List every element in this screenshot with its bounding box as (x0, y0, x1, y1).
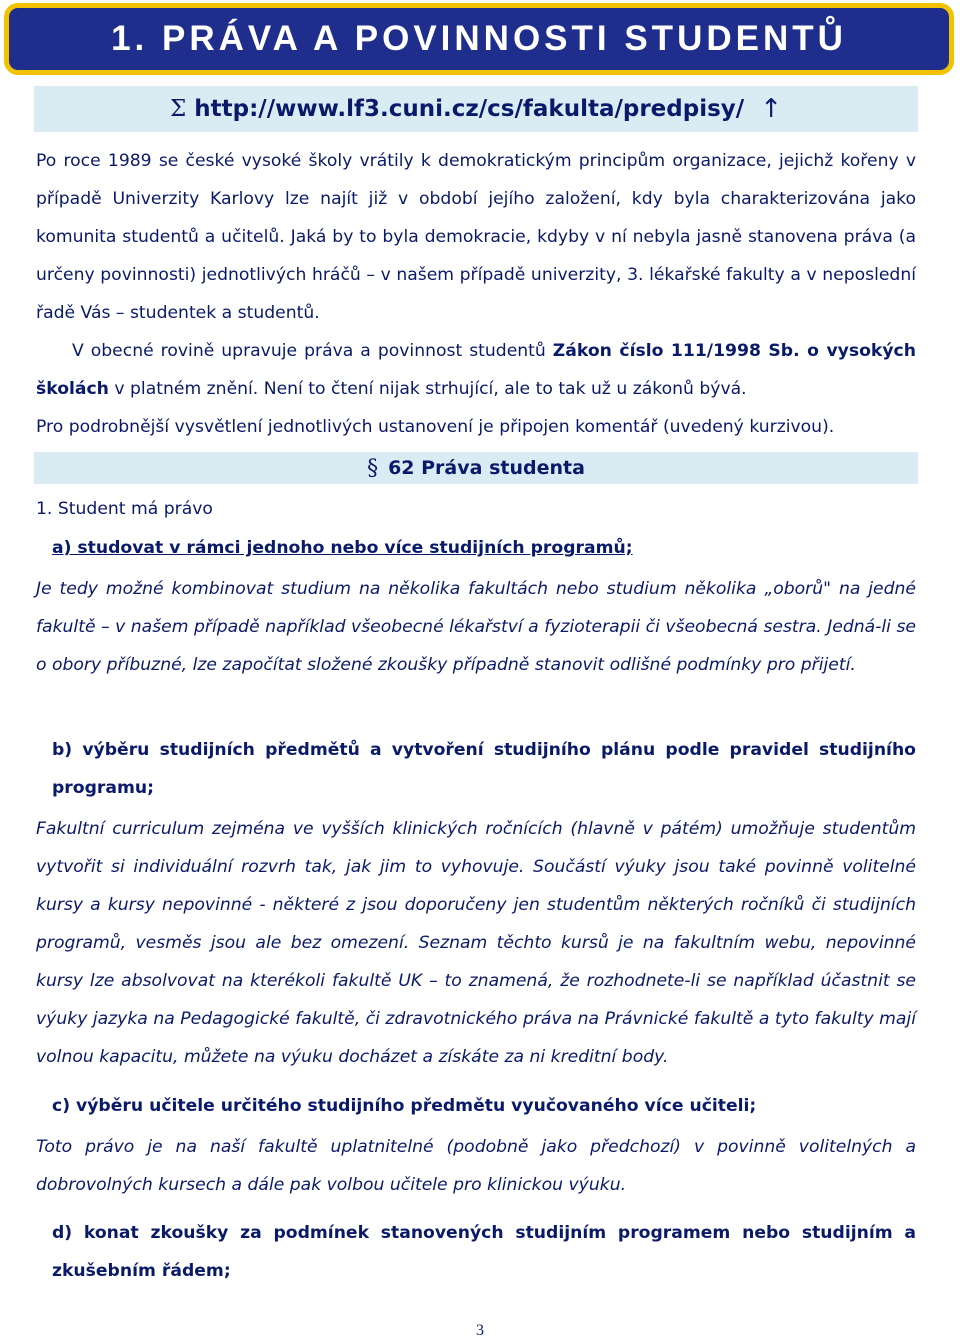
right-d-heading: d) konat zkoušky za podmínek stanovených studijním programem nebo studijním a zkušebním řádem; (52, 1223, 916, 1281)
regulations-link[interactable]: http://www.lf3.cuni.cz/cs/fakulta/predpisy/ (194, 96, 745, 122)
up-arrow-icon[interactable]: ↑ (760, 94, 782, 124)
section-heading (34, 452, 918, 484)
chapter-title: 1. PRÁVA A POVINNOSTI STUDENTŮ (111, 19, 847, 58)
law-prefix: V obecné rovině upravuje práva a povinnost studentů (72, 341, 553, 361)
intro-paragraph: Po roce 1989 se české vysoké školy vrátily k demokratickým principům organizace, jejichž kořeny v případě Univerzity Karlovy lze najít již v období jejího založení, kdy byla charakterizována jako komunita studentů a učitelů. Jaká by to byla demokracie, kdyby v ní nebyla jasně stanovena práva (a určeny povinnosti) jednotlivých hráčů – v našem případě univerzity, 3. lékařské fakulty a v neposlední řadě Vás – studentek a studentů. (36, 151, 916, 323)
right-b-heading (52, 731, 916, 807)
sigma-icon: Σ (170, 96, 187, 122)
chapter-banner (4, 3, 954, 75)
law-suffix: v platném znění. Není to čtení nijak strhující, ale to tak už u zákonů bývá. (108, 379, 747, 399)
section-title: 62 Práva studenta (388, 457, 585, 479)
section-symbol: § (367, 455, 379, 481)
url-bar (34, 86, 918, 132)
rights-intro: 1. Student má právo (36, 499, 213, 519)
commentary-note: Pro podrobnější vysvětlení jednotlivých ustanovení je připojen komentář (uvedený kurzivou). (36, 417, 835, 437)
law-name: Zákon číslo 111/1998 Sb. o vysokých školách (36, 341, 916, 399)
right-b-heading-text: b) výběru studijních předmětů a vytvoření studijního plánu podle pravidel studijního programu; (52, 740, 916, 798)
right-c-heading: c) výběru učitele určitého studijního předmětu vyučovaného více učiteli; (52, 1096, 757, 1116)
right-c-comment: Toto právo je na naší fakultě uplatnitelné (podobně jako předchozí) v povinně volitelných a dobrovolných kursech a dále pak volbou učitele pro klinickou výuku. (36, 1137, 916, 1195)
right-b-comment: Fakultní curriculum zejména ve vyšších klinických ročnících (hlavně v pátém) umožňuje studentům vytvořit si individuální rozvrh tak, jak jim to vyhovuje. Součástí výuky jsou také povinně volitelné kursy a kursy nepovinné - některé z jsou doporučeny jen studentům některých ročníků či studijních programů, vesměs jsou ale bez omezení. Seznam těchto kursů je na fakultním webu, nepovinné kursy lze absolvovat na kterékoli fakultě UK – to znamená, že rozhodnete-li se například účastnit se výuky jazyka na Pedagogické fakultě, či zdravotnického práva na Právnické fakultě a tyto fakulty mají volnou kapacitu, můžete na výuku docházet a získáte za ni kreditní body. (36, 819, 916, 1067)
right-a-heading: a) studovat v rámci jednoho nebo více studijních programů; (52, 538, 633, 558)
right-a-comment: Je tedy možné kombinovat studium na několika fakultách nebo studium několika „oborů" na jedné fakultě – v našem případě například všeobecné lékařství a fyzioterapii či všeobecná sestra. Jedná-li se o obory příbuzné, lze započítat složené zkoušky případně stanovit odlišné podmínky pro přijetí. (36, 579, 916, 675)
law-paragraph (36, 332, 916, 408)
page-number: 3 (476, 1322, 484, 1339)
